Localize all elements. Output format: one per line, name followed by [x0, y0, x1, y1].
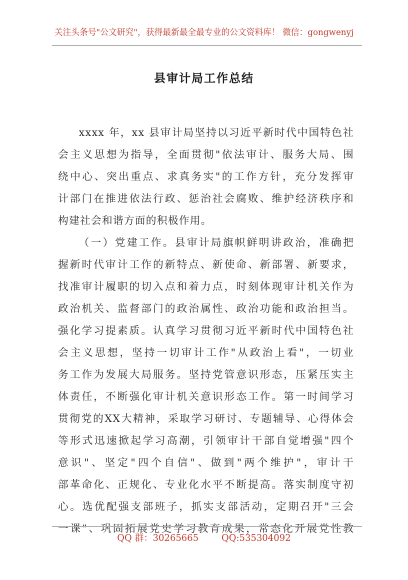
- paragraph-line: 会主义思想为指导，全面贯彻"依法审计、服务大局、围: [58, 149, 354, 161]
- footer-qq-group: QQ 群：30265665: [117, 534, 199, 544]
- paragraph-line: 计部门在推进依法行政、惩治社会腐败、维护经济秩序和: [58, 193, 354, 205]
- paragraph-line: 构建社会和谐方面的积极作用。: [58, 215, 212, 227]
- paragraph-line: 等形式迅速掀起学习高潮，引领审计干部自觉增强"四个: [58, 435, 354, 447]
- paragraph-line: 握新时代审计工作的新特点、新使命、新部署、新要求，: [58, 259, 354, 271]
- paragraph-line: 政治机关、监督部门的政治属性、政治功能和政治担当。: [58, 303, 354, 315]
- paragraph-line: xxxx 年，xx 县审计局坚持以习近平新时代中国特色社: [78, 127, 354, 139]
- paragraph-line: 体责任，不断强化审计机关意识形态工作。第一时间学习: [58, 391, 354, 403]
- paragraph-line: 绕中心、突出重点、求真务实"的工作方针，充分发挥审: [58, 171, 354, 183]
- paragraph-line: 会主义思想，坚持一切审计工作"从政治上看"，一切业: [58, 347, 354, 359]
- footer-divider: [52, 526, 362, 527]
- paragraph-line: 心。选优配强支部班子，抓实支部活动，定期召开"三会: [58, 501, 354, 513]
- paragraph-line: 意识"、坚定"四个自信"、做到"两个维护"，审计干: [58, 457, 354, 469]
- document-body: [58, 122, 354, 540]
- paragraph-line: （一）党建工作。县审计局旗帜鲜明讲政治，准确把: [78, 237, 354, 249]
- paragraph-line: 务工作为发展大局服务。坚持党管意识形态，压紧压实主: [58, 369, 354, 381]
- paragraph-line: 贯彻党的XX大精神，采取学习研讨、专题辅导、心得体会: [58, 413, 354, 425]
- footer-qq: QQ:535304092: [221, 534, 291, 544]
- document-title: 县审计局工作总结: [154, 71, 254, 85]
- header-promo-note: 关注头条号"公文研究"，获得最新最全最专业的公文资料库！ 微信：gongwenyj: [54, 27, 354, 37]
- paragraph-line: 找准审计履职的切入点和着力点，时刻体现审计机关作为: [58, 281, 354, 293]
- header-divider: [52, 45, 362, 46]
- paragraph-line: 强化学习提素质。认真学习贯彻习近平新时代中国特色社: [58, 325, 354, 337]
- paragraph-line: 部革命化、正规化、专业化水平不断提高。落实制度守初: [58, 479, 354, 491]
- footer-contact: [0, 531, 408, 544]
- paragraph-line: 一课"、巩固拓展党史学习教育成果，常态化开展党性教: [58, 523, 354, 535]
